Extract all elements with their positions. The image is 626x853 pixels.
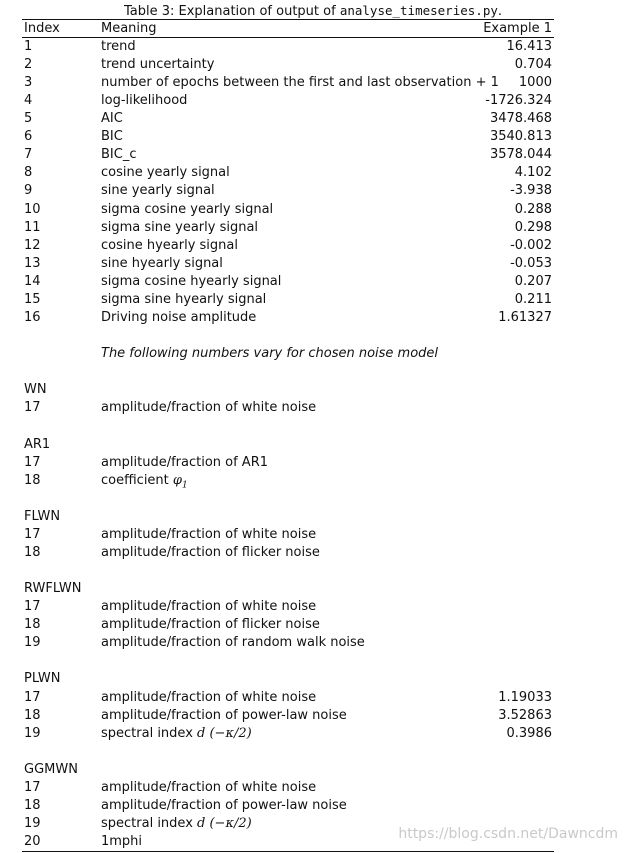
row-meaning: log-likelihood bbox=[101, 93, 188, 108]
row-meaning: sigma cosine yearly signal bbox=[101, 202, 274, 217]
row-example: 3.52863 bbox=[498, 708, 552, 723]
table-row bbox=[0, 255, 626, 273]
table-row bbox=[0, 616, 626, 634]
meaning-text: coefficient bbox=[101, 473, 173, 488]
table-row bbox=[0, 56, 626, 74]
model-heading-plwn bbox=[0, 670, 626, 688]
caption-suffix: . bbox=[497, 4, 503, 19]
row-index: 15 bbox=[24, 292, 41, 307]
row-meaning: Driving noise amplitude bbox=[101, 310, 257, 325]
table-row bbox=[0, 779, 626, 797]
model-name: WN bbox=[24, 382, 47, 397]
row-meaning bbox=[101, 725, 252, 743]
row-example: -1726.324 bbox=[485, 93, 552, 108]
model-heading-rwflwn bbox=[0, 580, 626, 598]
math-subscript: 1 bbox=[182, 480, 188, 491]
model-name: FLWN bbox=[24, 509, 61, 524]
row-example: 3540.813 bbox=[489, 129, 552, 144]
table-row bbox=[0, 74, 626, 92]
row-index: 17 bbox=[24, 400, 41, 415]
caption-prefix: Table 3: Explanation of output of bbox=[123, 4, 340, 19]
table-row bbox=[0, 201, 626, 219]
row-index: 5 bbox=[24, 111, 33, 126]
header-meaning: Meaning bbox=[101, 21, 157, 36]
row-example: 0.207 bbox=[514, 274, 552, 289]
row-example: 0.211 bbox=[514, 292, 552, 307]
note-row bbox=[0, 345, 626, 363]
row-index: 18 bbox=[24, 617, 41, 632]
row-meaning: amplitude/fraction of random walk noise bbox=[101, 635, 365, 650]
row-index: 17 bbox=[24, 599, 41, 614]
row-meaning: AIC bbox=[101, 111, 123, 126]
row-index: 7 bbox=[24, 147, 33, 162]
row-index: 9 bbox=[24, 183, 33, 198]
bottom-rule bbox=[22, 851, 554, 852]
table-row bbox=[0, 309, 626, 327]
table-row bbox=[0, 182, 626, 200]
table-row bbox=[0, 725, 626, 743]
meaning-text: spectral index bbox=[101, 816, 198, 831]
row-example: 1000 bbox=[518, 75, 552, 90]
model-heading-flwn bbox=[0, 508, 626, 526]
row-example: 4.102 bbox=[514, 165, 552, 180]
table-row bbox=[0, 92, 626, 110]
table-caption bbox=[0, 3, 626, 20]
row-example: 16.413 bbox=[506, 39, 552, 54]
row-meaning: amplitude/fraction of white noise bbox=[101, 690, 317, 705]
row-meaning: amplitude/fraction of flicker noise bbox=[101, 617, 320, 632]
table-row bbox=[0, 219, 626, 237]
row-example: 0.298 bbox=[514, 220, 552, 235]
row-index: 20 bbox=[24, 834, 41, 849]
row-meaning: BIC_c bbox=[101, 147, 137, 162]
row-index: 10 bbox=[24, 202, 41, 217]
model-heading-wn bbox=[0, 381, 626, 399]
row-example: 1.61327 bbox=[498, 310, 552, 325]
row-index: 17 bbox=[24, 690, 41, 705]
noise-model-note: The following numbers vary for chosen noise model bbox=[101, 346, 439, 361]
row-meaning: trend uncertainty bbox=[101, 57, 215, 72]
row-example: 0.3986 bbox=[506, 726, 552, 741]
table-row bbox=[0, 707, 626, 725]
row-index: 2 bbox=[24, 57, 33, 72]
row-index: 17 bbox=[24, 780, 41, 795]
row-index: 18 bbox=[24, 708, 41, 723]
row-meaning: amplitude/fraction of power-law noise bbox=[101, 798, 347, 813]
row-meaning: sine hyearly signal bbox=[101, 256, 223, 271]
row-example: -0.002 bbox=[510, 238, 552, 253]
table-row bbox=[0, 237, 626, 255]
row-example: 3478.468 bbox=[489, 111, 552, 126]
row-example: 3578.044 bbox=[489, 147, 552, 162]
table-row bbox=[0, 454, 626, 472]
row-index: 18 bbox=[24, 545, 41, 560]
table-row bbox=[0, 291, 626, 309]
model-name: GGMWN bbox=[24, 762, 78, 777]
row-meaning: sigma sine yearly signal bbox=[101, 220, 259, 235]
row-index: 18 bbox=[24, 798, 41, 813]
row-meaning: amplitude/fraction of white noise bbox=[101, 599, 317, 614]
row-index: 17 bbox=[24, 527, 41, 542]
table-row bbox=[0, 544, 626, 562]
row-meaning: cosine yearly signal bbox=[101, 165, 230, 180]
row-example: 0.288 bbox=[514, 202, 552, 217]
table-row bbox=[0, 273, 626, 291]
row-meaning: trend bbox=[101, 39, 136, 54]
row-index: 19 bbox=[24, 726, 41, 741]
row-meaning: BIC bbox=[101, 129, 123, 144]
watermark: https://blog.csdn.net/Dawncdm bbox=[398, 826, 618, 842]
row-index: 6 bbox=[24, 129, 33, 144]
row-meaning bbox=[101, 815, 252, 833]
row-index: 11 bbox=[24, 220, 41, 235]
header-row bbox=[0, 20, 626, 38]
table-row bbox=[0, 110, 626, 128]
math-symbol: d (−κ/2) bbox=[197, 726, 252, 741]
header-example: Example 1 bbox=[483, 21, 552, 36]
row-meaning: amplitude/fraction of white noise bbox=[101, 400, 317, 415]
row-meaning: amplitude/fraction of flicker noise bbox=[101, 545, 320, 560]
row-example: 1.19033 bbox=[498, 690, 552, 705]
table-row bbox=[0, 797, 626, 815]
row-meaning: sigma sine hyearly signal bbox=[101, 292, 267, 307]
model-heading-ar1 bbox=[0, 436, 626, 454]
row-index: 1 bbox=[24, 39, 33, 54]
row-index: 14 bbox=[24, 274, 41, 289]
row-example: 0.704 bbox=[514, 57, 552, 72]
row-index: 18 bbox=[24, 473, 41, 488]
row-index: 4 bbox=[24, 93, 33, 108]
row-index: 12 bbox=[24, 238, 41, 253]
model-name: AR1 bbox=[24, 437, 51, 452]
math-symbol: φ bbox=[172, 473, 183, 488]
row-meaning: amplitude/fraction of AR1 bbox=[101, 455, 269, 470]
row-index: 19 bbox=[24, 816, 41, 831]
row-index: 8 bbox=[24, 165, 33, 180]
row-index: 19 bbox=[24, 635, 41, 650]
table-row bbox=[0, 689, 626, 707]
caption-code: analyse_timeseries.py bbox=[339, 3, 498, 18]
model-name: PLWN bbox=[24, 671, 61, 686]
header-index: Index bbox=[24, 21, 60, 36]
row-meaning: number of epochs between the first and last observation + 1 bbox=[101, 75, 499, 90]
row-meaning: amplitude/fraction of white noise bbox=[101, 780, 317, 795]
row-example: -0.053 bbox=[510, 256, 552, 271]
table-row bbox=[0, 38, 626, 56]
row-index: 3 bbox=[24, 75, 33, 90]
row-index: 17 bbox=[24, 455, 41, 470]
table-row bbox=[0, 634, 626, 652]
table-row bbox=[0, 399, 626, 417]
row-example: -3.938 bbox=[510, 183, 552, 198]
row-meaning: 1mphi bbox=[101, 834, 143, 849]
table-row bbox=[0, 598, 626, 616]
row-meaning bbox=[101, 472, 188, 495]
table-row bbox=[0, 526, 626, 544]
row-meaning: cosine hyearly signal bbox=[101, 238, 238, 253]
model-heading-ggmwn bbox=[0, 761, 626, 779]
row-meaning: amplitude/fraction of power-law noise bbox=[101, 708, 347, 723]
row-index: 13 bbox=[24, 256, 41, 271]
table-row bbox=[0, 146, 626, 164]
model-name: RWFLWN bbox=[24, 581, 82, 596]
table-row bbox=[0, 472, 626, 490]
table-row bbox=[0, 164, 626, 182]
meaning-text: spectral index bbox=[101, 726, 198, 741]
math-symbol: d (−κ/2) bbox=[197, 816, 252, 831]
table-row bbox=[0, 128, 626, 146]
row-index: 16 bbox=[24, 310, 41, 325]
row-meaning: amplitude/fraction of white noise bbox=[101, 527, 317, 542]
row-meaning: sigma cosine hyearly signal bbox=[101, 274, 282, 289]
row-meaning: sine yearly signal bbox=[101, 183, 215, 198]
